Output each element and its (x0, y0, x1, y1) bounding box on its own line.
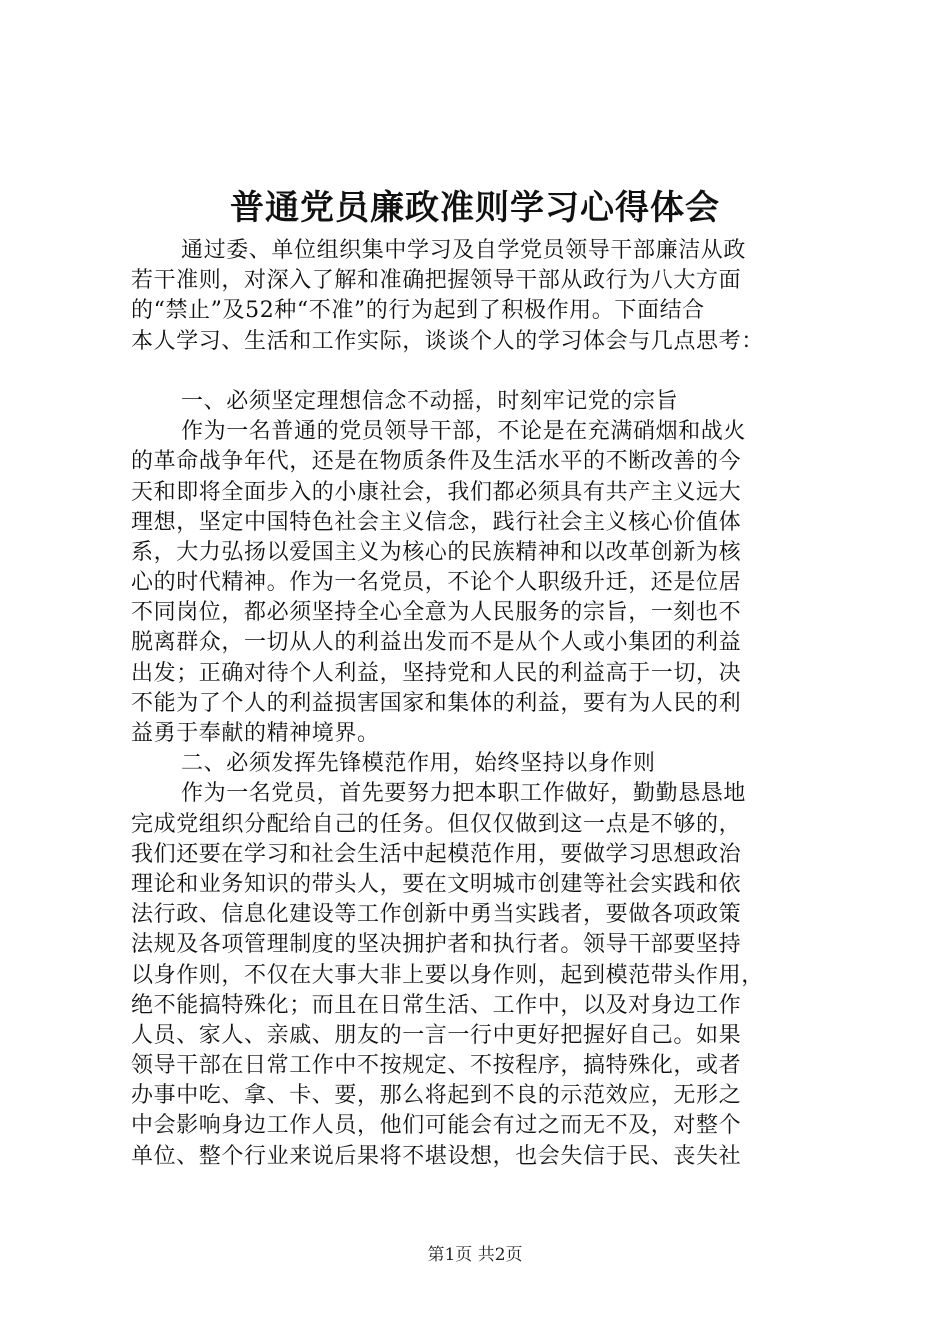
body-line: 天和即将全面步入的小康社会，我们都必须具有共产主义远大 (131, 479, 742, 505)
body-line: 心的时代精神。作为一名党员，不论个人职级升迁，还是位居 (131, 570, 742, 596)
body-line: 法规及各项管理制度的坚决拥护者和执行者。领导干部要坚持 (131, 932, 742, 958)
body-line: 二、必须发挥先锋模范作用，始终坚持以身作则 (181, 751, 656, 777)
document-body (131, 236, 841, 1172)
body-line: 完成党组织分配给自己的任务。但仅仅做到这一点是不够的， (131, 811, 742, 837)
page-footer: 第1页 共2页 (427, 1245, 523, 1265)
body-line: 领导干部在日常工作中不按规定、不按程序，搞特殊化，或者 (131, 1053, 742, 1079)
body-line: 以身作则，不仅在大事大非上要以身作则，起到模范带头作用， (131, 962, 764, 988)
blank-line (131, 357, 841, 387)
body-line: 脱离群众，一切从人的利益出发而不是从个人或小集团的利益 (131, 630, 742, 656)
body-line: 通过委、单位组织集中学习及自学党员领导干部廉洁从政 (181, 238, 747, 263)
body-line: 的革命战争年代，还是在物质条件及生活水平的不断改善的今 (131, 449, 742, 475)
body-line: 不同岗位，都必须坚持全心全意为人民服务的宗旨，一刻也不 (131, 600, 742, 626)
body-line: 中会影响身边工作人员，他们可能会有过之而无不及，对整个 (131, 1113, 742, 1139)
body-line: 一、必须坚定理想信念不动摇，时刻牢记党的宗旨 (181, 388, 679, 414)
body-line: 我们还要在学习和社会生活中起模范作用，要做学习思想政治 (131, 841, 742, 867)
body-line: 作为一名党员，首先要努力把本职工作做好，勤勤恳恳地 (181, 781, 747, 807)
body-line: 作为一名普通的党员领导干部，不论是在充满硝烟和战火 (181, 419, 747, 445)
body-line: 若干准则，对深入了解和准确把握领导干部从政行为八大方面 (131, 268, 742, 294)
body-line: 法行政、信息化建设等工作创新中勇当实践者，要做各项政策 (131, 902, 742, 928)
body-line: 理想，坚定中国特色社会主义信念，践行社会主义核心价值体 (131, 509, 742, 535)
body-line: 办事中吃、拿、卡、要，那么将起到不良的示范效应，无形之 (131, 1083, 742, 1109)
body-line: 出发；正确对待个人利益，坚持党和人民的利益高于一切，决 (131, 660, 742, 686)
body-line: 单位、整个行业来说后果将不堪设想，也会失信于民、丧失社 (131, 1143, 742, 1169)
body-line: 理论和业务知识的带头人，要在文明城市创建等社会实践和依 (131, 871, 742, 897)
body-line: 本人学习、生活和工作实际，谈谈个人的学习体会与几点思考： (131, 328, 764, 354)
body-line: 人员、家人、亲戚、朋友的一言一行中更好把握好自己。如果 (131, 1022, 742, 1048)
body-line: 的“禁止”及52种“不准”的行为起到了积极作用。下面结合 (131, 298, 705, 324)
body-line: 不能为了个人的利益损害国家和集体的利益，要有为人民的利 (131, 690, 742, 716)
body-line: 绝不能搞特殊化；而且在日常生活、工作中，以及对身边工作 (131, 992, 742, 1018)
document-title: 普通党员廉政准则学习心得体会 (230, 188, 720, 228)
body-line: 系，大力弘扬以爱国主义为核心的民族精神和以改革创新为核 (131, 539, 742, 565)
body-line: 益勇于奉献的精神境界。 (131, 721, 380, 746)
